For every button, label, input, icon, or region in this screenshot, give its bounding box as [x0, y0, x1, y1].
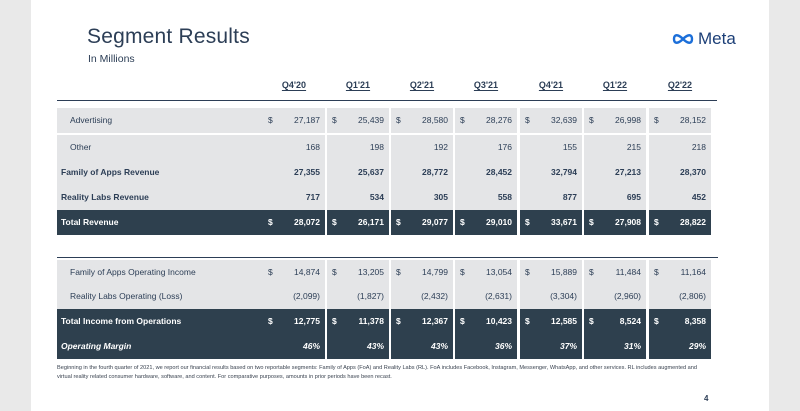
table-cell: [327, 185, 389, 210]
cell-value: 28,822: [680, 217, 706, 227]
table-cell: [391, 135, 453, 160]
table-cell: [520, 334, 582, 359]
cell-value: 28,370: [680, 167, 706, 177]
table-cell: [520, 309, 582, 334]
table-cell: [520, 135, 582, 160]
dollar-sign: $: [525, 316, 530, 326]
table-cell: [455, 260, 517, 285]
table-cell: [649, 210, 711, 235]
dollar-sign: $: [589, 316, 594, 326]
row-label: Total Revenue: [61, 217, 119, 227]
dollar-sign: $: [268, 316, 273, 326]
dollar-sign: $: [460, 115, 465, 125]
dollar-sign: $: [525, 267, 530, 277]
cell-value: 305: [433, 192, 448, 202]
table-cell: [520, 260, 582, 285]
table-cell: [649, 135, 711, 160]
table-cell: [391, 309, 453, 334]
table-cell: [391, 108, 453, 133]
cell-value: 176: [497, 142, 512, 152]
column-header: Q2'22: [667, 80, 693, 90]
table-cell: [327, 284, 389, 309]
table-cell: [391, 260, 453, 285]
column-header: Q2'21: [409, 80, 435, 90]
cell-value: 28,452: [486, 167, 512, 177]
column-header: Q3'21: [473, 80, 499, 90]
cell-value: 452: [691, 192, 706, 202]
row-label: Operating Margin: [61, 341, 132, 351]
dollar-sign: $: [589, 217, 594, 227]
table-cell: [584, 160, 646, 185]
table-cell: [520, 160, 582, 185]
table-cell: [584, 185, 646, 210]
table-cell: [584, 108, 646, 133]
table-row: [57, 185, 718, 210]
cell-value: 27,908: [615, 217, 641, 227]
cell-value: 192: [433, 142, 448, 152]
row-label: Total Income from Operations: [61, 316, 182, 326]
cell-value: 29,077: [422, 217, 448, 227]
table-cell: [391, 210, 453, 235]
cell-value: 198: [369, 142, 384, 152]
cell-value: 29%: [688, 341, 706, 351]
page-title: Segment Results: [87, 25, 250, 48]
dollar-sign: $: [396, 217, 401, 227]
row-label: Reality Labs Revenue: [61, 192, 149, 202]
table-cell: [584, 135, 646, 160]
column-header: Q1'21: [345, 80, 371, 90]
table-cell: [327, 210, 389, 235]
table-cell: [263, 160, 325, 185]
dollar-sign: $: [460, 217, 465, 227]
table-cell: [327, 309, 389, 334]
table-cell: [327, 108, 389, 133]
table-cell: [520, 210, 582, 235]
cell-value: 14,799: [422, 267, 448, 277]
dollar-sign: $: [460, 267, 465, 277]
meta-infinity-logo-icon: [671, 32, 695, 46]
cell-value: 14,874: [294, 267, 320, 277]
cell-value: 11,378: [358, 316, 384, 326]
table-cell: [391, 334, 453, 359]
cell-value: 28,580: [422, 115, 448, 125]
page-subtitle: In Millions: [88, 53, 135, 65]
cell-value: 32,639: [551, 115, 577, 125]
header-rule: [57, 100, 717, 101]
row-label: Family of Apps Revenue: [61, 167, 160, 177]
cell-value: (2,631): [485, 291, 512, 301]
spacer-band: [57, 236, 718, 258]
dollar-sign: $: [332, 115, 337, 125]
table-cell: [327, 334, 389, 359]
table-row: [57, 284, 718, 309]
cell-value: 26,998: [615, 115, 641, 125]
table-cell: [327, 160, 389, 185]
cell-value: 11,164: [680, 267, 706, 277]
table-cell: [455, 210, 517, 235]
cell-value: 27,187: [294, 115, 320, 125]
cell-value: 27,213: [615, 167, 641, 177]
dollar-sign: $: [589, 267, 594, 277]
table-cell: [263, 284, 325, 309]
cell-value: 29,010: [486, 217, 512, 227]
cell-value: 218: [691, 142, 706, 152]
table-cell: [263, 135, 325, 160]
cell-value: (3,304): [550, 291, 577, 301]
table-cell: [649, 108, 711, 133]
dollar-sign: $: [654, 267, 659, 277]
cell-value: 11,484: [615, 267, 641, 277]
cell-value: 27,355: [294, 167, 320, 177]
meta-logo: [671, 29, 736, 49]
table-cell: [584, 309, 646, 334]
cell-value: 168: [305, 142, 320, 152]
table-cell: [263, 260, 325, 285]
row-label: Reality Labs Operating (Loss): [70, 291, 183, 301]
cell-value: 12,367: [422, 316, 448, 326]
table-cell: [391, 284, 453, 309]
cell-value: 10,423: [486, 316, 512, 326]
table-cell: [391, 160, 453, 185]
cell-value: 13,205: [358, 267, 384, 277]
table-cell: [455, 334, 517, 359]
table-cell: [649, 309, 711, 334]
cell-value: (2,806): [679, 291, 706, 301]
table-cell: [263, 108, 325, 133]
page-number: 4: [704, 394, 709, 403]
cell-value: 28,072: [294, 217, 320, 227]
cell-value: (1,827): [357, 291, 384, 301]
dollar-sign: $: [332, 267, 337, 277]
cell-value: (2,432): [421, 291, 448, 301]
dollar-sign: $: [460, 316, 465, 326]
cell-value: 25,439: [358, 115, 384, 125]
row-label: Advertising: [70, 115, 113, 125]
table-cell: [263, 334, 325, 359]
cell-value: (2,960): [614, 291, 641, 301]
table-row: [57, 108, 718, 133]
dollar-sign: $: [396, 267, 401, 277]
cell-value: 36%: [494, 341, 512, 351]
cell-value: 215: [626, 142, 641, 152]
cell-value: 33,671: [551, 217, 577, 227]
dollar-sign: $: [332, 316, 337, 326]
cell-value: 13,054: [486, 267, 512, 277]
table-cell: [649, 260, 711, 285]
footnote: Beginning in the fourth quarter of 2021, we report our financial results based on two reportable segments: Family of Apps (FoA) and Reality Labs (RL). FoA includes Facebook, Instagram, Messenger, WhatsApp, and other services. RL includes augmented and virtual reality related consumer hardware, software, and content. For comparative purposes, amounts in prior periods have been recast.: [57, 365, 697, 380]
table-cell: [455, 160, 517, 185]
table-row: [57, 210, 718, 235]
cell-value: (2,099): [293, 291, 320, 301]
dollar-sign: $: [654, 217, 659, 227]
table-cell: [584, 284, 646, 309]
cell-value: 25,637: [358, 167, 384, 177]
table-cell: [584, 210, 646, 235]
dollar-sign: $: [396, 316, 401, 326]
table-row: [57, 135, 718, 160]
dollar-sign: $: [332, 217, 337, 227]
cell-value: 32,794: [551, 167, 577, 177]
table-row: [57, 160, 718, 185]
table-cell: [649, 185, 711, 210]
dollar-sign: $: [396, 115, 401, 125]
row-label: Other: [70, 142, 92, 152]
cell-value: 717: [305, 192, 320, 202]
table-cell: [649, 160, 711, 185]
cell-value: 155: [562, 142, 577, 152]
cell-value: 534: [369, 192, 384, 202]
cell-value: 8,524: [619, 316, 641, 326]
table-cell: [520, 108, 582, 133]
table-cell: [584, 334, 646, 359]
table-cell: [263, 309, 325, 334]
cell-value: 695: [626, 192, 641, 202]
dollar-sign: $: [268, 267, 273, 277]
table-cell: [263, 210, 325, 235]
cell-value: 877: [562, 192, 577, 202]
cell-value: 31%: [623, 341, 641, 351]
table-cell: [520, 185, 582, 210]
dollar-sign: $: [589, 115, 594, 125]
cell-value: 28,772: [422, 167, 448, 177]
table-cell: [584, 260, 646, 285]
table-cell: [649, 284, 711, 309]
cell-value: 15,889: [551, 267, 577, 277]
table-cell: [520, 284, 582, 309]
dollar-sign: $: [654, 316, 659, 326]
table-cell: [455, 135, 517, 160]
table-row: [57, 334, 718, 359]
column-header: Q4'20: [281, 80, 307, 90]
meta-logo-text: Meta: [698, 29, 736, 48]
cell-value: 43%: [366, 341, 384, 351]
cell-value: 12,775: [294, 316, 320, 326]
table-cell: [455, 284, 517, 309]
cell-value: 8,358: [684, 316, 706, 326]
cell-value: 558: [497, 192, 512, 202]
cell-value: 26,171: [358, 217, 384, 227]
table-row: [57, 260, 718, 285]
dollar-sign: $: [268, 115, 273, 125]
table-cell: [391, 185, 453, 210]
dollar-sign: $: [525, 115, 530, 125]
table-cell: [327, 135, 389, 160]
cell-value: 28,276: [486, 115, 512, 125]
column-header: Q4'21: [538, 80, 564, 90]
cell-value: 46%: [302, 341, 320, 351]
table-cell: [455, 185, 517, 210]
dollar-sign: $: [268, 217, 273, 227]
dollar-sign: $: [525, 217, 530, 227]
table-cell: [327, 260, 389, 285]
table-cell: [649, 334, 711, 359]
column-header: Q1'22: [602, 80, 628, 90]
table-row: [57, 309, 718, 334]
row-label: Family of Apps Operating Income: [70, 267, 196, 277]
table-cell: [455, 309, 517, 334]
cell-value: 43%: [430, 341, 448, 351]
dollar-sign: $: [654, 115, 659, 125]
cell-value: 28,152: [680, 115, 706, 125]
cell-value: 12,585: [551, 316, 577, 326]
table-cell: [455, 108, 517, 133]
table-cell: [263, 185, 325, 210]
cell-value: 37%: [559, 341, 577, 351]
